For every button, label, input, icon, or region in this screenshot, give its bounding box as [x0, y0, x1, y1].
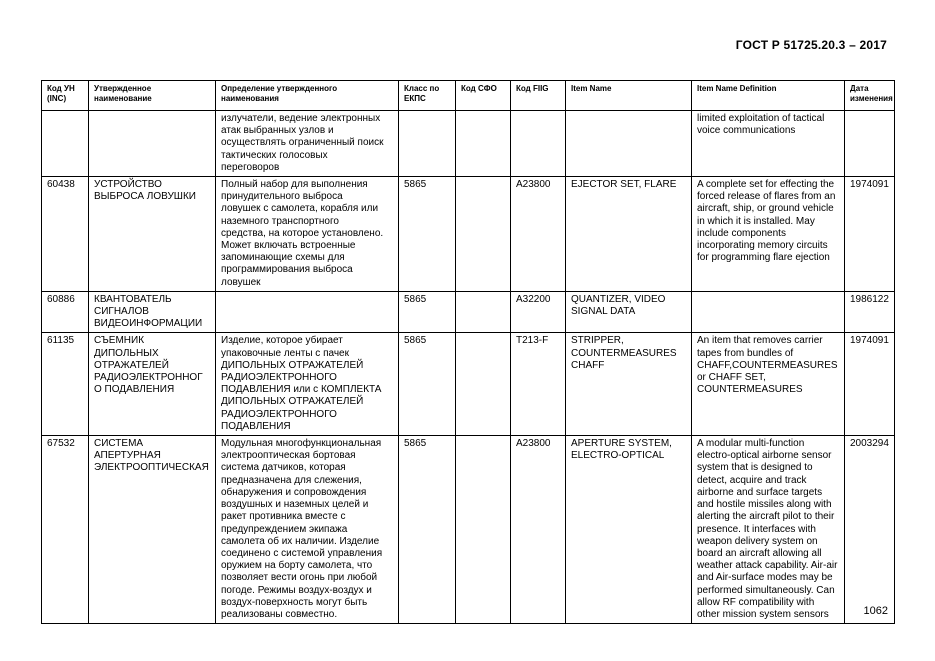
registry-table — [41, 80, 895, 624]
table-row — [42, 291, 895, 333]
cell-fiig: A23800 — [511, 177, 566, 292]
cell-inc: 61135 — [42, 333, 89, 436]
cell-inc: 60438 — [42, 177, 89, 292]
header-row — [42, 81, 895, 111]
cell-inc: 67532 — [42, 436, 89, 624]
col-header-fiig: Код FIIG — [511, 81, 566, 111]
cell-sfo — [456, 177, 511, 292]
cell-approved-name: УСТРОЙСТВО ВЫБРОСА ЛОВУШКИ — [89, 177, 216, 292]
cell-sfo — [456, 291, 511, 333]
col-header-date: Дата изменения — [845, 81, 895, 111]
cell-item-definition: A modular multi-function electro-optical airborne sensor system that is designed to detect, acquire and track airborne and surface targets and hostile missiles along with alerting the aircraft pilot to their presence. It interfaces with weapon delivery system on board an aircraft allowing all weather attack capability. Air-air and Air-surface modes may be performed simultaneously. Can allow RF compatibility with other mission system sensors — [692, 436, 845, 624]
cell-item-name — [566, 111, 692, 177]
col-header-inc: Код УН (INC) — [42, 81, 89, 111]
cell-definition: Изделие, которое убирает упаковочные ленты с пачек ДИПОЛЬНЫХ ОТРАЖАТЕЛЕЙ РАДИОЭЛЕКТРОННОГО ПОДАВЛЕНИЯ или с КОМПЛЕКТА ДИПОЛЬНЫХ ОТРАЖАТЕЛЕЙ РАДИОЭЛЕКТРОННОГО ПОДАВЛЕНИЯ — [216, 333, 399, 436]
cell-definition: Полный набор для выполнения принудительного выброса ловушек с самолета, корабля или наземного транспортного средства, на которое установлено. Может включать встроенные запоминающие схемы для программирования выброса ловушек — [216, 177, 399, 292]
cell-date: 1974091 — [845, 333, 895, 436]
cell-class: 5865 — [399, 333, 456, 436]
cell-sfo — [456, 436, 511, 624]
col-header-definition: Определение утвержденного наименования — [216, 81, 399, 111]
cell-item-name: APERTURE SYSTEM, ELECTRO-OPTICAL — [566, 436, 692, 624]
cell-inc: 60886 — [42, 291, 89, 333]
cell-approved-name — [89, 111, 216, 177]
cell-fiig: T213-F — [511, 333, 566, 436]
cell-definition: Модульная многофункциональная электрооптическая бортовая система датчиков, которая предназначена для слежения, обнаружения и сопровождения воздушных и наземных целей и ракет противника вместе с предупреждением экипажа самолета об их наличии. Изделие соединено с системой управления оружием на борту самолета, что позволяет вести огонь при любой погоде. Режимы воздух-воздух и воздух-поверхность могут быть реализованы совместно. — [216, 436, 399, 624]
table-row — [42, 111, 895, 177]
cell-item-name: QUANTIZER, VIDEO SIGNAL DATA — [566, 291, 692, 333]
cell-sfo — [456, 333, 511, 436]
table-row — [42, 177, 895, 292]
cell-item-definition: A complete set for effecting the forced release of flares from an aircraft, ship, or ground vehicle in which it is installed. May include components incorporating memory circuits for programming flare ejection — [692, 177, 845, 292]
table-header — [42, 81, 895, 111]
cell-approved-name: КВАНТОВАТЕЛЬ СИГНАЛОВ ВИДЕОИНФОРМАЦИИ — [89, 291, 216, 333]
document-header: ГОСТ Р 51725.20.3 – 2017 — [735, 38, 887, 52]
cell-item-definition: limited exploitation of tactical voice communications — [692, 111, 845, 177]
cell-item-definition — [692, 291, 845, 333]
col-header-approved-name: Утвержденное наименование — [89, 81, 216, 111]
cell-fiig — [511, 111, 566, 177]
table-row — [42, 436, 895, 624]
col-header-sfo: Код СФО — [456, 81, 511, 111]
cell-date: 2003294 — [845, 436, 895, 624]
cell-fiig: A23800 — [511, 436, 566, 624]
col-header-item-name: Item Name — [566, 81, 692, 111]
cell-fiig: A32200 — [511, 291, 566, 333]
cell-item-definition: An item that removes carrier tapes from bundles of CHAFF,COUNTERMEASURES or CHAFF SET, COUNTERMEASURES — [692, 333, 845, 436]
cell-class: 5865 — [399, 177, 456, 292]
cell-approved-name: СИСТЕМА АПЕРТУРНАЯ ЭЛЕКТРООПТИЧЕСКАЯ — [89, 436, 216, 624]
cell-date — [845, 111, 895, 177]
col-header-item-definition: Item Name Definition — [692, 81, 845, 111]
cell-sfo — [456, 111, 511, 177]
cell-date: 1986122 — [845, 291, 895, 333]
cell-class: 5865 — [399, 436, 456, 624]
col-header-class: Класс по ЕКПС — [399, 81, 456, 111]
cell-definition: излучатели, ведение электронных атак выбранных узлов и осуществлять ограниченный поиск тактических голосовых переговоров — [216, 111, 399, 177]
cell-item-name: STRIPPER, COUNTERMEASURES CHAFF — [566, 333, 692, 436]
cell-item-name: EJECTOR SET, FLARE — [566, 177, 692, 292]
cell-inc — [42, 111, 89, 177]
cell-class: 5865 — [399, 291, 456, 333]
table-body — [42, 111, 895, 624]
page-number: 1062 — [863, 605, 888, 617]
table-row — [42, 333, 895, 436]
cell-date: 1974091 — [845, 177, 895, 292]
cell-class — [399, 111, 456, 177]
cell-approved-name: СЪЕМНИК ДИПОЛЬНЫХ ОТРАЖАТЕЛЕЙ РАДИОЭЛЕКТРОННОГ О ПОДАВЛЕНИЯ — [89, 333, 216, 436]
cell-definition — [216, 291, 399, 333]
